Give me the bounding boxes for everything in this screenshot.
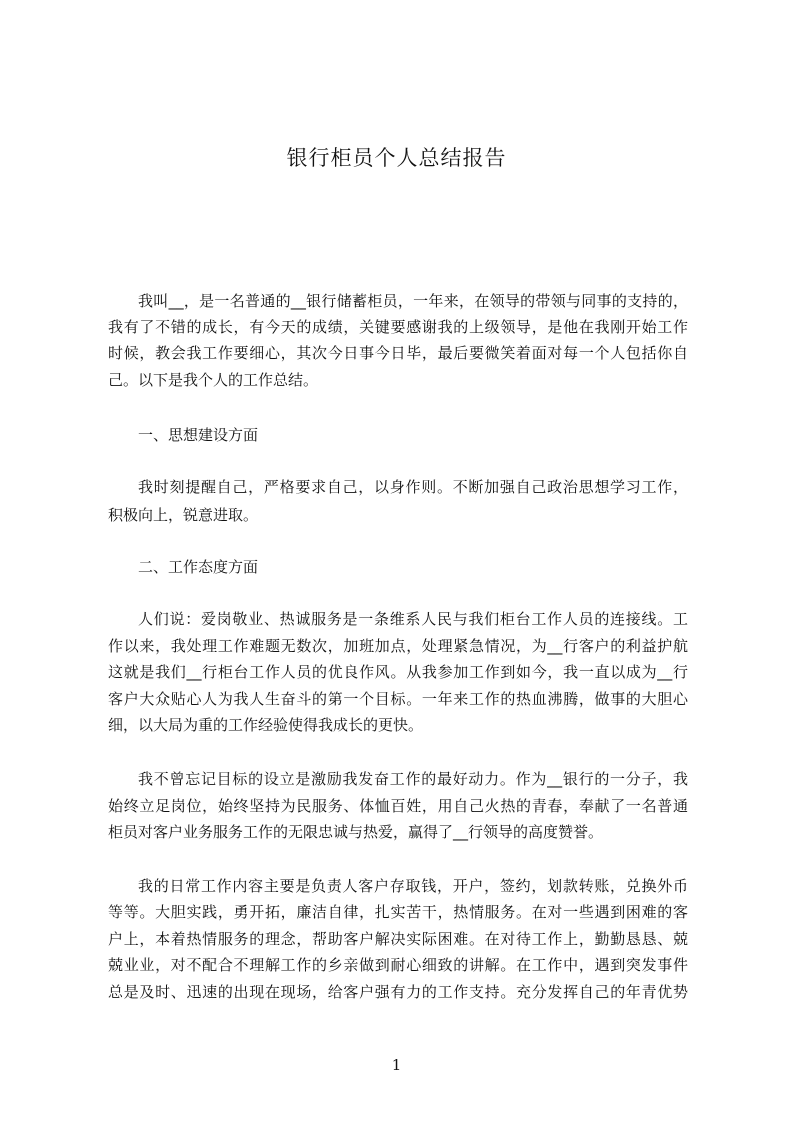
page-number: 1 [391, 1056, 402, 1074]
paragraph-4-line-3: 柜员对客户业务服务工作的无限忠诚与热爱，赢得了__行领导的高度赞誉。 [108, 823, 604, 841]
section-heading-1: 一、思想建设方面 [138, 426, 259, 444]
document-title: 银行柜员个人总结报告 [286, 146, 507, 170]
paragraph-2-line-2: 积极向上，锐意进取。 [108, 506, 259, 524]
paragraph-3-line-3: 这就是我们__行柜台工作人员的优良作风。从我参加工作到如今，我一直以成为__行 [108, 663, 688, 681]
paragraph-1-line-2: 我有了不错的成长，有今天的成绩，关键要感谢我的上级领导，是他在我刚开始工作 [108, 318, 688, 336]
paragraph-4-line-1: 我不曾忘记目标的设立是激励我发奋工作的最好动力。作为__银行的一分子，我 [138, 770, 688, 788]
paragraph-5-line-3: 户上，本着热情服务的理念，帮助客户解决实际困难。在对待工作上，勤勤恳恳、兢 [108, 930, 688, 948]
paragraph-3-line-5: 细，以大局为重的工作经验使得我成长的更快。 [108, 716, 424, 734]
paragraph-5-line-2: 等等。大胆实践，勇开拓，廉洁自律，扎实苦干，热情服务。在对一些遇到困难的客 [108, 903, 688, 921]
paragraph-3-line-1: 人们说：爱岗敬业、热诚服务是一条维系人民与我们柜台工作人员的连接线。工 [138, 610, 688, 628]
paragraph-2-line-1: 我时刻提醒自己，严格要求自己，以身作则。不断加强自己政治思想学习工作， [138, 478, 688, 496]
paragraph-4-line-2: 始终立足岗位，始终坚持为民服务、体恤百姓，用自己火热的青春，奉献了一名普通 [108, 797, 688, 815]
paragraph-5-line-1: 我的日常工作内容主要是负责人客户存取钱，开户，签约，划款转账，兑换外币 [138, 877, 688, 895]
paragraph-5-line-4: 兢业业，对不配合不理解工作的乡亲做到耐心细致的讲解。在工作中，遇到突发事件 [108, 956, 688, 974]
paragraph-3-line-4: 客户大众贴心人为我人生奋斗的第一个目标。一年来工作的热血沸腾，做事的大胆心 [108, 690, 688, 708]
paragraph-3-line-2: 作以来，我处理工作难题无数次，加班加点，处理紧急情况，为__行客户的利益护航 [108, 637, 688, 655]
section-heading-2: 二、工作态度方面 [138, 558, 259, 576]
paragraph-5-line-5: 总是及时、迅速的出现在现场，给客户强有力的工作支持。充分发挥自己的年青优势 [108, 983, 688, 1001]
paragraph-1-line-3: 时候，教会我工作要细心，其次今日事今日毕，最后要微笑着面对每一个人包括你自 [108, 344, 688, 362]
paragraph-1-line-4: 己。以下是我个人的工作总结。 [108, 371, 319, 389]
paragraph-1-line-1: 我叫__，是一名普通的__银行储蓄柜员，一年来，在领导的带领与同事的支持的， [138, 292, 688, 310]
